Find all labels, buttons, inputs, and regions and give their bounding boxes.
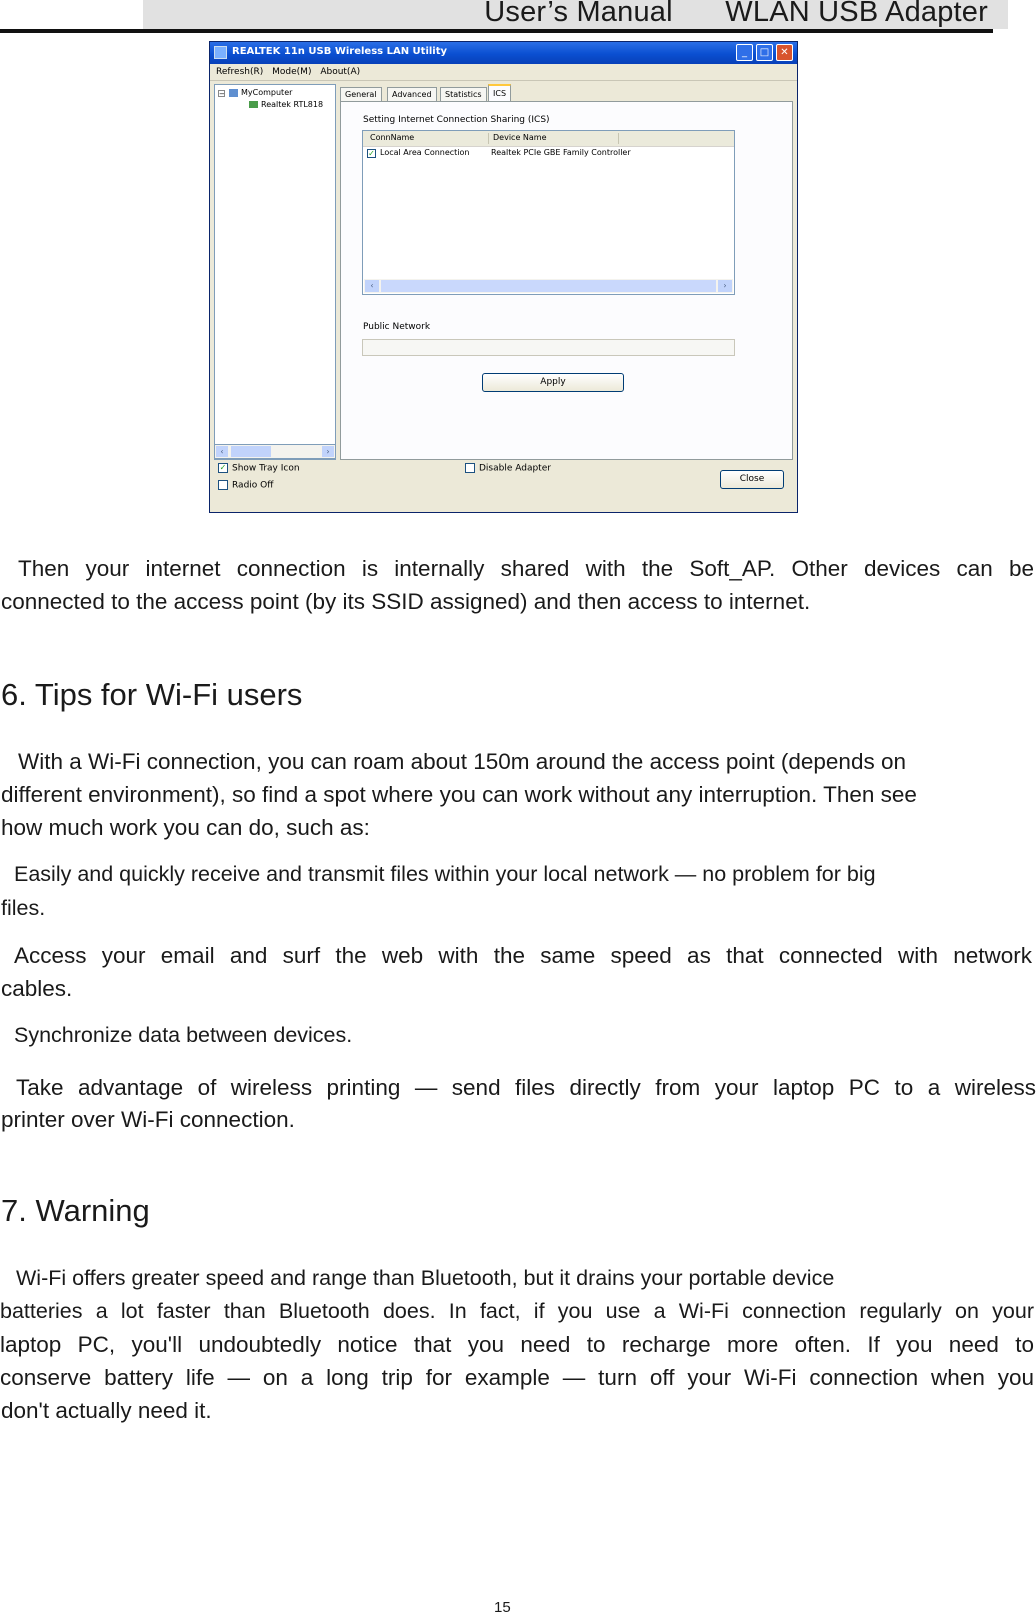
collapse-icon[interactable]: −	[219, 90, 225, 98]
row-device-name: Realtek PCIe GBE Family Controller	[491, 148, 631, 157]
warning-line3: laptop PC, you'll undoubtedly notice that you need to recharge more often. If you need to	[0, 1332, 1034, 1357]
tip-4-line2: printer over Wi-Fi connection.	[1, 1107, 295, 1132]
tip-4-line1: Take advantage of wireless printing — send files directly from your laptop PC to a wireless	[16, 1075, 1036, 1100]
scroll-thumb[interactable]	[231, 446, 271, 457]
checked-icon: ✓	[219, 463, 227, 472]
col-connname[interactable]: ConnName	[370, 133, 415, 142]
apply-button[interactable]: Apply	[482, 373, 624, 392]
tips-paragraph-line3: how much work you can do, such as:	[1, 815, 370, 840]
list-header	[363, 131, 734, 147]
maximize-button[interactable]: □	[756, 44, 773, 61]
window-title: REALTEK 11n USB Wireless LAN Utility	[232, 46, 448, 57]
tip-1-line2: files.	[1, 896, 46, 920]
list-scroll-left-icon[interactable]: ‹	[365, 280, 379, 292]
tab-ics[interactable]: ICS	[488, 84, 511, 104]
minimize-button[interactable]: _	[736, 44, 753, 61]
tree-item-adapter[interactable]: Realtek RTL818	[249, 100, 323, 109]
running-header	[484, 0, 988, 29]
disable-adapter-checkbox[interactable]: Disable Adapter	[465, 463, 551, 474]
menu-mode[interactable]: Mode(M)	[272, 67, 312, 77]
app-icon	[214, 46, 227, 59]
row-checkbox[interactable]: ✓	[368, 149, 375, 158]
list-scroll-right-icon[interactable]: ›	[718, 280, 732, 292]
menu-refresh[interactable]: Refresh(R)	[216, 67, 264, 77]
tip-1-line1: Easily and quickly receive and transmit files within your local network — no problem for big	[14, 862, 876, 886]
scroll-right-icon[interactable]: ›	[322, 446, 334, 457]
menu-about[interactable]: About(A)	[320, 67, 361, 77]
unchecked-icon	[465, 463, 475, 473]
adapter-icon	[249, 101, 258, 108]
radio-off-checkbox[interactable]: Radio Off	[218, 480, 273, 491]
intro-paragraph-line1: Then your internet connection is internally shared with the Soft_AP. Other devices can be	[18, 556, 1034, 581]
page-number: 15	[494, 1599, 511, 1616]
tab-general[interactable]: General	[340, 87, 382, 102]
tips-paragraph-line1: With a Wi-Fi connection, you can roam about 150m around the access point (depends on	[18, 749, 906, 774]
warning-line2: batteries a lot faster than Bluetooth does. In fact, if you use a Wi-Fi connection regularly on your	[0, 1299, 1034, 1323]
header-title-manual: Manual	[576, 0, 673, 28]
ics-panel	[340, 101, 793, 460]
warning-line5: don't actually need it.	[1, 1398, 212, 1423]
window-close-button[interactable]: ✕	[776, 44, 793, 61]
window-titlebar	[210, 42, 797, 64]
header-title-product: WLAN USB Adapter	[725, 0, 988, 28]
tab-statistics[interactable]: Statistics	[440, 87, 487, 102]
tips-paragraph-line2: different environment), so find a spot where you can work without any interruption. Then see	[1, 782, 917, 807]
section-6-heading: 6. Tips for Wi-Fi users	[1, 677, 303, 712]
device-tree[interactable]	[214, 84, 336, 460]
close-button[interactable]: Close	[720, 470, 784, 489]
tip-2-line1: Access your email and surf the web with the same speed as that connected with network	[14, 943, 1032, 968]
header-title-users: User’s	[484, 0, 569, 28]
header-rule	[0, 29, 993, 33]
scroll-left-icon[interactable]: ‹	[216, 446, 228, 457]
warning-line4: conserve battery life — on a long trip for example — turn off your Wi-Fi connection when you	[0, 1365, 1034, 1390]
section-7-heading: 7. Warning	[1, 1193, 150, 1228]
public-network-select[interactable]	[362, 339, 735, 356]
tip-3-line1: Synchronize data between devices.	[14, 1023, 353, 1047]
intro-paragraph-line2: connected to the access point (by its SSID assigned) and then access to internet.	[1, 589, 811, 614]
tip-2-line2: cables.	[1, 976, 73, 1001]
show-tray-checkbox[interactable]: ✓ Show Tray Icon	[219, 463, 300, 474]
list-scrollbar[interactable]	[364, 279, 733, 293]
tree-scrollbar[interactable]	[214, 444, 336, 459]
row-conn-name: Local Area Connection	[380, 148, 470, 157]
public-network-label: Public Network	[363, 322, 431, 332]
unchecked-icon	[218, 480, 228, 490]
connection-list[interactable]	[362, 130, 735, 295]
warning-line1: Wi-Fi offers greater speed and range than Bluetooth, but it drains your portable device	[16, 1266, 835, 1290]
tab-advanced[interactable]: Advanced	[387, 87, 437, 102]
col-device-name[interactable]: Device Name	[493, 133, 547, 142]
list-scroll-thumb[interactable]	[381, 280, 716, 292]
menu-bar	[210, 64, 797, 81]
computer-icon	[229, 89, 238, 97]
utility-window-screenshot	[209, 41, 798, 513]
tree-item-mycomputer[interactable]: MyComputer	[229, 88, 292, 97]
ics-section-label: Setting Internet Connection Sharing (ICS)	[363, 115, 550, 125]
